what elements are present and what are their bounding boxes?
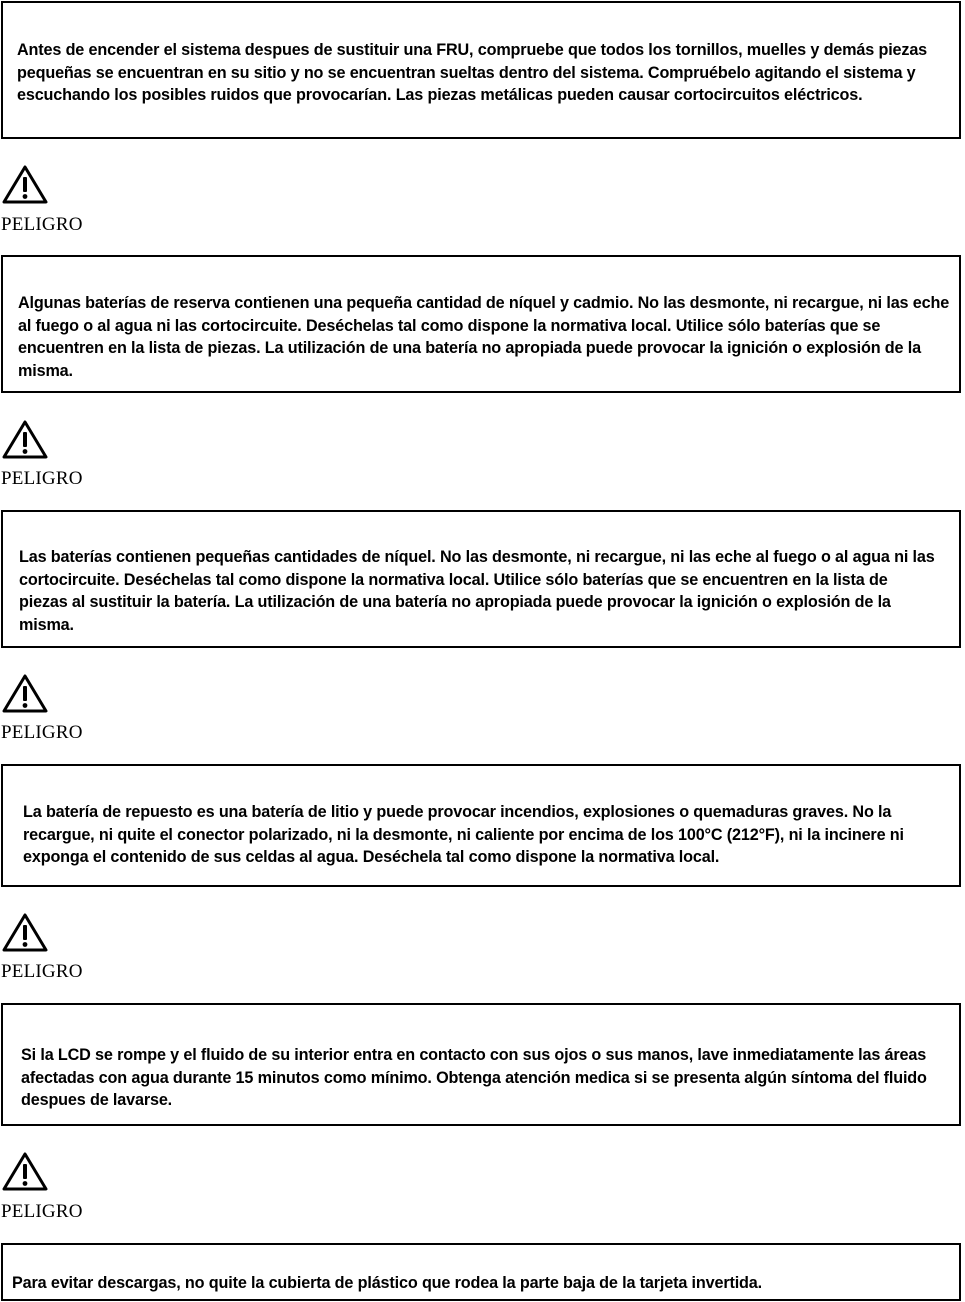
notice-text: Algunas baterías de reserva contienen una pequeña cantidad de níquel y cadmio. No las desmonte, ni recargue, ni las eche al fuego o al agua ni las cortocircuite. Deséchelas tal como dispone la normativa local. Utilice sólo baterías que se encuentren en la lista de piezas. La utilización de una batería no apropiada puede provocar la ignición o explosión de la misma. [18,294,950,380]
danger-label: PELIGRO [1,1201,83,1222]
warning-triangle-icon [2,912,48,952]
notice-text: Antes de encender el sistema despues de sustituir una FRU, compruebe que todos los tornillos, muelles y demás piezas pequeñas se encuentran en su sitio y no se encuentran sueltas dentro del sistema. Compruébelo agitando el sistema y escuchando los posibles ruidos que provocarían. Las piezas metálicas pueden causar cortocircuitos eléctricos. [17,41,928,105]
danger-label: PELIGRO [1,468,83,489]
notice-box [1,764,961,887]
notice-box [1,510,961,648]
warning-triangle-icon [2,673,48,713]
notice-box [1,255,961,393]
danger-label: PELIGRO [1,961,83,982]
notice-text: La batería de repuesto es una batería de litio y puede provocar incendios, explosiones o quemaduras graves. No la recargue, ni quite el conector polarizado, ni la desmonte, ni caliente por encima de los 100°C (212°F), ni la incinere ni exponga el contenido de sus celdas al agua. Deséchela tal como dispone la normativa local. [23,803,904,867]
warning-triangle-icon [2,164,48,204]
warning-triangle-icon [2,419,48,459]
warning-triangle-icon [2,1151,48,1191]
notice-box [1,1003,961,1126]
notice-text: Las baterías contienen pequeñas cantidades de níquel. No las desmonte, ni recargue, ni las eche al fuego o al agua ni las cortocircuite. Deséchelas tal como dispone la normativa local. Utilice sólo baterías que se encuentren en la lista de piezas al sustituir la batería. La utilización de una batería no apropiada puede provocar la ignición o explosión de la misma. [19,548,935,634]
danger-label: PELIGRO [1,214,83,235]
notice-text: Para evitar descargas, no quite la cubierta de plástico que rodea la parte baja de la tarjeta invertida. [12,1274,762,1292]
danger-label: PELIGRO [1,722,83,743]
notice-box [1,1243,961,1301]
notice-text: Si la LCD se rompe y el fluido de su interior entra en contacto con sus ojos o sus manos, lave inmediatamente las áreas afectadas con agua durante 15 minutos como mínimo. Obtenga atención medica si se presenta algún síntoma del fluido despues de lavarse. [21,1046,927,1110]
notice-box [1,1,961,139]
